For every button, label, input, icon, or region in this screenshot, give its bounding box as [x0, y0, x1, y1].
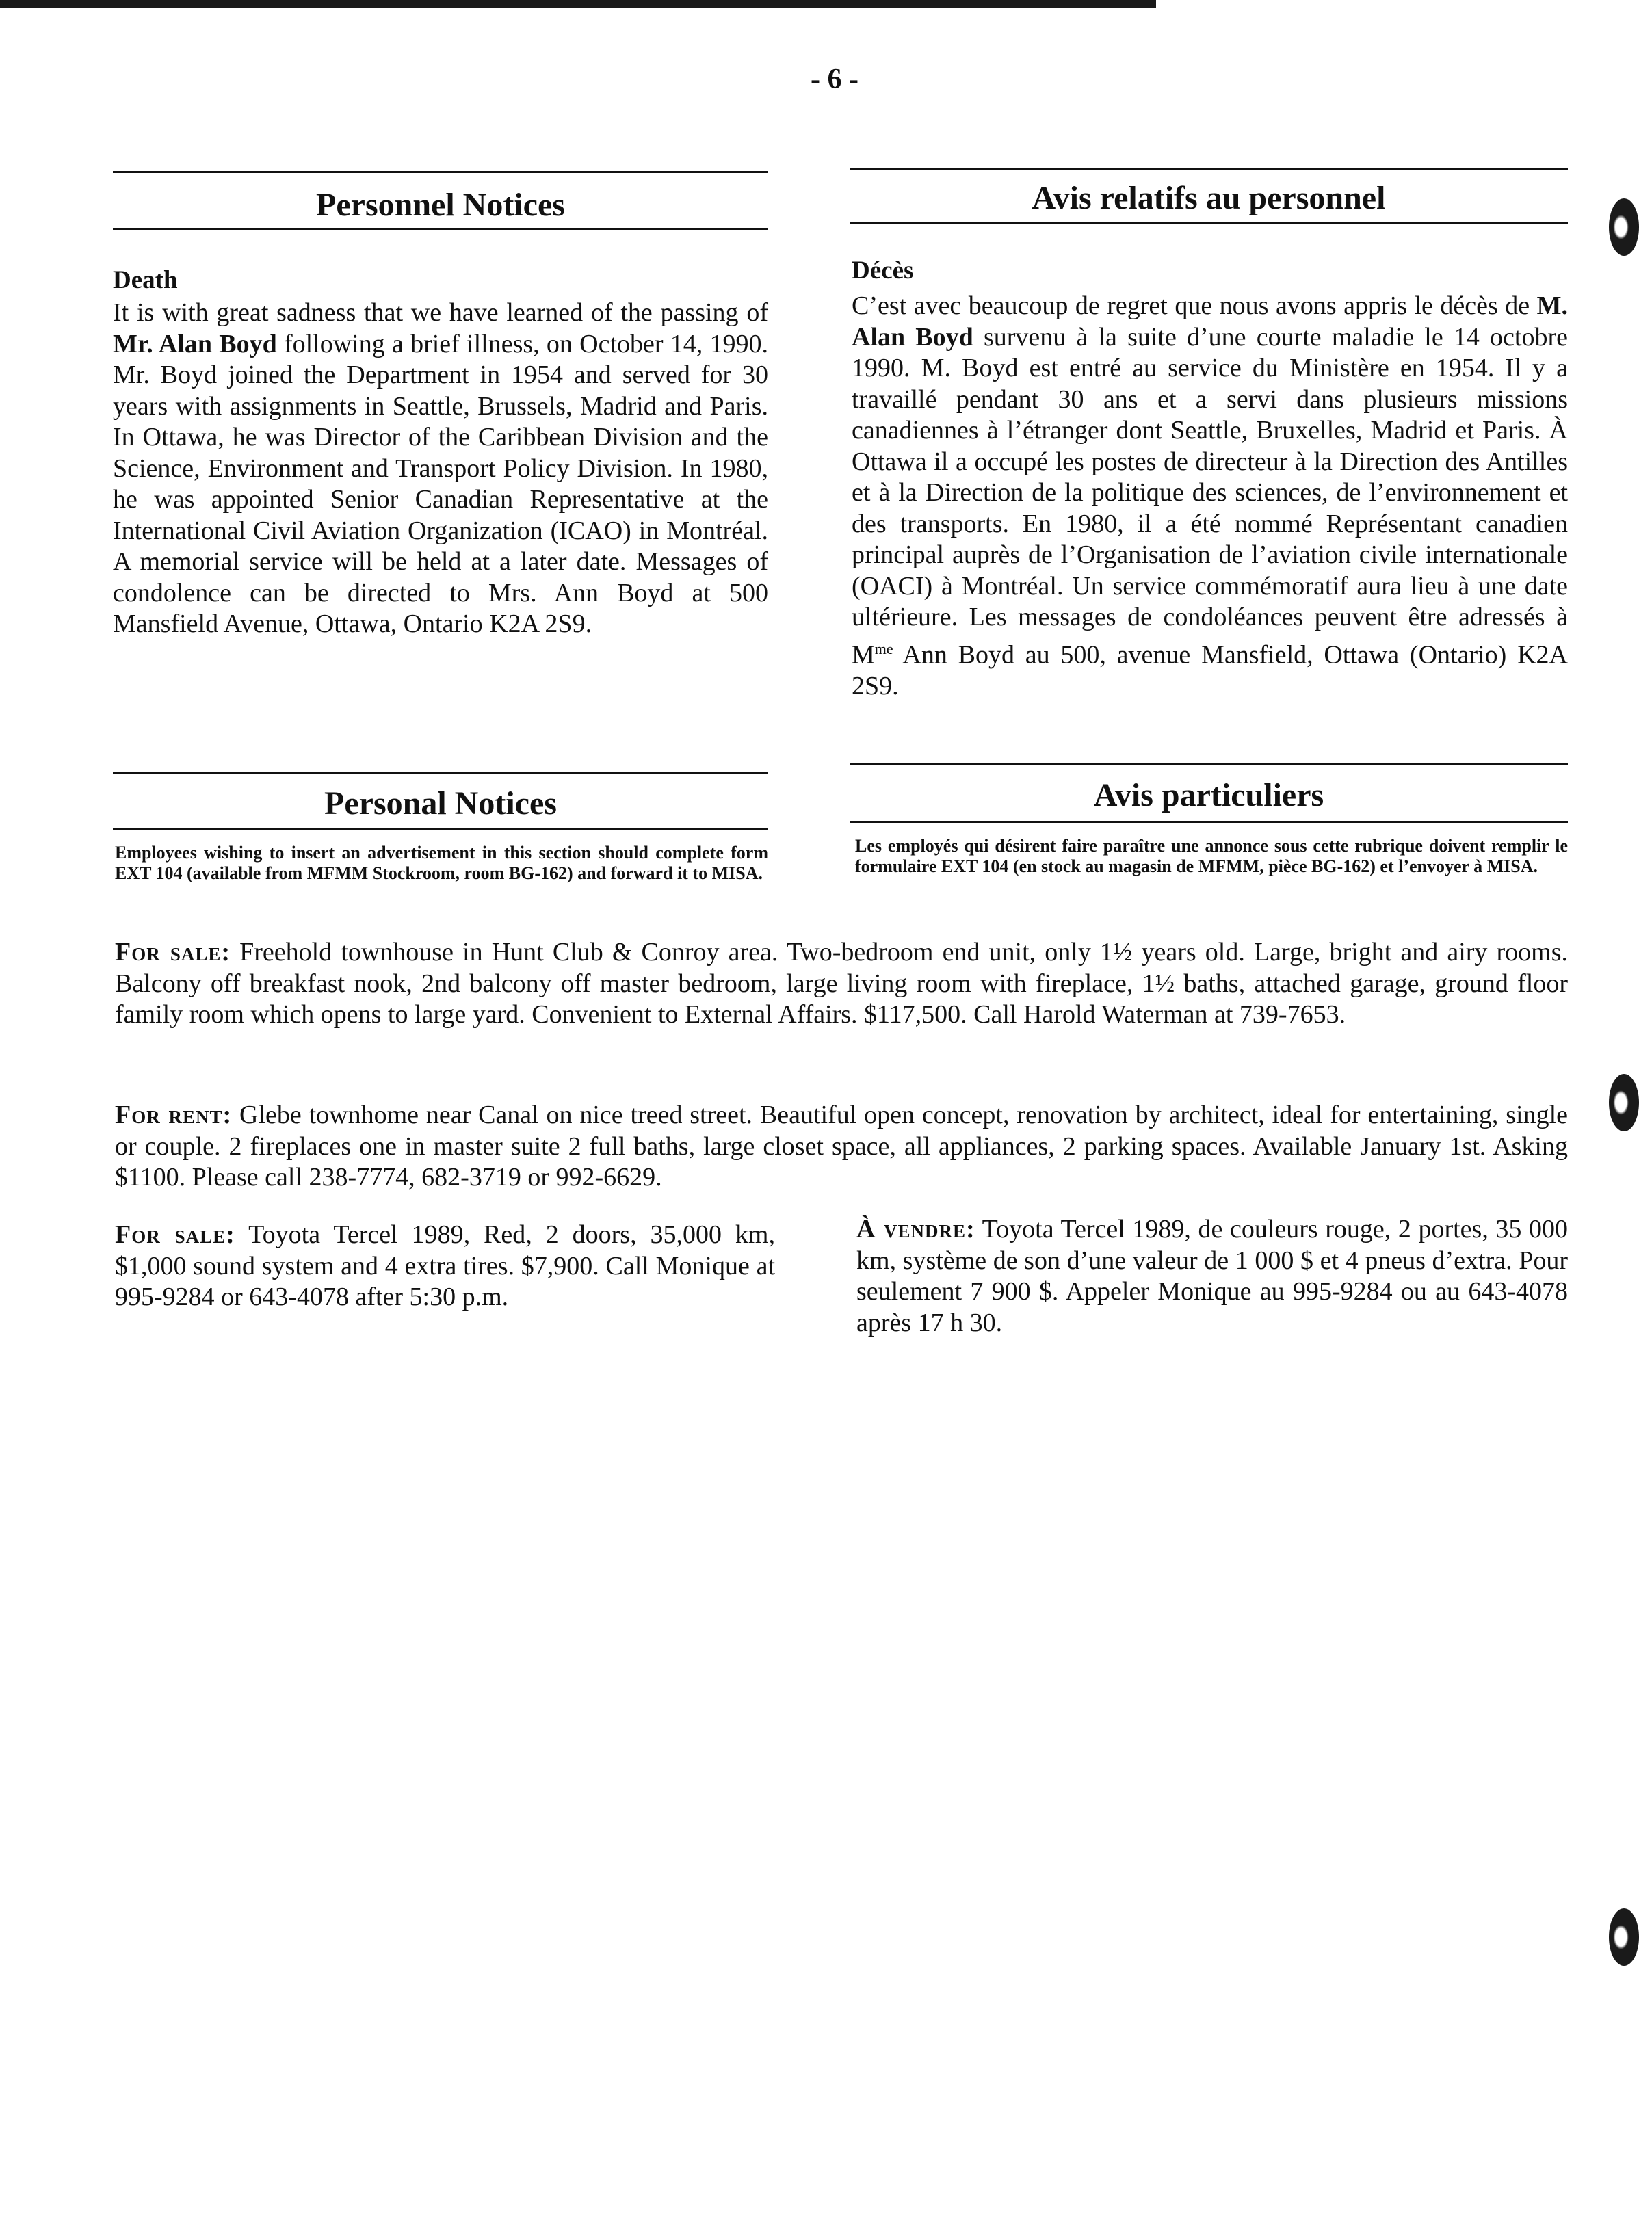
rule-personnel-fr-top	[850, 168, 1568, 170]
ad-car-sale-en: For sale: Toyota Tercel 1989, Red, 2 doors, 35,000 km, $1,000 sound system and 4 extra tires. $7,900. Call Monique at 995-9284 or 643-4078 after 5:30 p.m.	[115, 1220, 775, 1311]
page-number: - 6 -	[811, 64, 858, 95]
ad-label: For rent:	[115, 1101, 233, 1129]
ad-label: For sale:	[115, 1220, 235, 1249]
personal-heading-en: Personal Notices	[324, 785, 557, 822]
binder-hole-top	[1609, 198, 1639, 256]
personal-instructions-en: Employees wishing to insert an advertisement in this section should complete form EXT 104 (available from MFMM Stockroom, room BG-162) and forward it to MISA.	[115, 843, 768, 883]
ad-label: À vendre:	[856, 1215, 975, 1244]
death-paragraph-en: It is with great sadness that we have learned of the passing of Mr. Alan Boyd following a brief illness, on October 14, 1990. Mr. Boyd joined the Department in 1954 and served for 30 years with assignments in Seattle, Brussels, Madrid and Paris. In Ottawa, he was Director of the Caribbean Division and the Science, Environment and Transport Policy Division. In 1980, he was appointed Senior Canadian Representative at the International Civil Aviation Organization (ICAO) in Montréal. A memorial service will be held at a later date. Messages of condolence can be directed to Mrs. Ann Boyd at 500 Mansfield Avenue, Ottawa, Ontario K2A 2S9.	[113, 298, 768, 638]
personnel-heading-en: Personnel Notices	[316, 187, 565, 223]
rule-personnel-en-top	[113, 171, 768, 173]
rule-personnel-fr-bottom	[850, 222, 1568, 224]
death-subheading-fr: Décès	[852, 257, 914, 285]
ad-townhouse-sale: For sale: Freehold townhouse in Hunt Club & Conroy area. Two-bedroom end unit, only 1½ years old. Large, bright and airy rooms. Balcony off breakfast nook, 2nd balcony off master bedroom, large living room with fireplace, 1½ baths, attached garage, ground floor family room which opens to large yard. Convenient to External Affairs. $117,500. Call Harold Waterman at 739-7653.	[115, 938, 1569, 1029]
ad-car-sale-fr: À vendre: Toyota Tercel 1989, de couleurs rouge, 2 portes, 35 000 km, système de son d’une valeur de 1 000 $ et 4 pneus d’extra. Pour seulement 7 900 $. Appeler Monique au 995-9284 ou au 643-4078 après 17 h 30.	[856, 1215, 1569, 1337]
ad-townhome-rent: For rent: Glebe townhome near Canal on nice treed street. Beautiful open concept, renovation by architect, ideal for entertaining, single or couple. 2 fireplaces one in master suite 2 full baths, large closet space, all appliances, 2 parking spaces. Available January 1st. Asking $1100. Please call 238-7774, 682-3719 or 992-6629.	[115, 1101, 1568, 1192]
death-subheading-en: Death	[113, 266, 178, 294]
personnel-heading-fr: Avis relatifs au personnel	[1032, 180, 1386, 216]
personal-instructions-fr: Les employés qui désirent faire paraître une annonce sous cette rubrique doivent remplir le formulaire EXT 104 (en stock au magasin de MFMM, pièce BG-162) et l’envoyer à MISA.	[855, 836, 1568, 876]
deceased-name-fr: M. Alan Boyd	[852, 291, 1568, 352]
death-paragraph-fr: C’est avec beaucoup de regret que nous avons appris le décès de M. Alan Boyd survenu à la suite d’une courte maladie le 14 octobre 1990. M. Boyd est entré au service du Ministère en 1954. Il y a travaillé pendant 30 ans et a servi dans plusieurs missions canadiennes à l’étranger dont Seattle, Bruxelles, Madrid et Paris. À Ottawa il a occupé les postes de directeur à la Direction des Antilles et à la Direction de la politique des sciences, de l’environnement et des transports. En 1980, il a été nommé Représentant canadien principal auprès de l’Organisation de l’aviation civile internationale (OACI) à Montréal. Un service commémoratif aura lieu à une date ultérieure. Les messages de condoléances peuvent être adressés à $M^{me}$ Ann Boyd au 500, avenue Mansfield, Ottawa (Ontario) K2A 2S9.	[852, 291, 1568, 700]
ad-label: For sale:	[115, 938, 231, 967]
title-superscript: me	[874, 640, 893, 657]
deceased-name-en: Mr. Alan Boyd	[113, 329, 277, 358]
rule-personnel-en-bottom	[113, 228, 768, 230]
rule-personal-en-top	[113, 772, 768, 774]
scan-edge-bar	[0, 0, 1156, 8]
binder-hole-bottom	[1609, 1908, 1639, 1966]
binder-hole-middle	[1609, 1074, 1639, 1131]
rule-personal-en-bottom	[113, 828, 768, 830]
rule-personal-fr-top	[850, 763, 1568, 765]
personal-heading-fr: Avis particuliers	[1093, 777, 1324, 813]
rule-personal-fr-bottom	[850, 821, 1568, 823]
